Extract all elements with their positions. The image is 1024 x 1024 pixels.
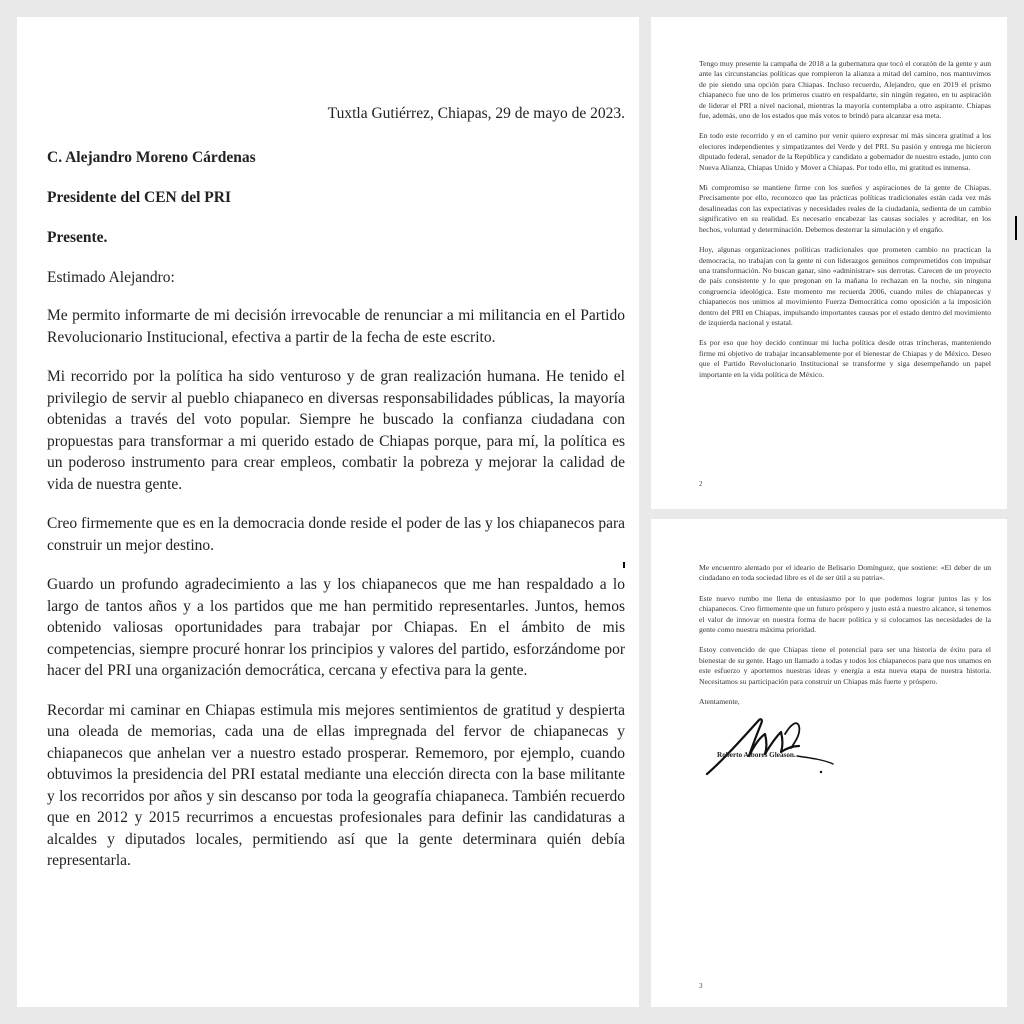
salutation: Estimado Alejandro:: [47, 269, 175, 286]
closing: Atentamente,: [699, 697, 740, 707]
signature-block: [699, 714, 991, 774]
paragraph: Me encuentro alentado por el ideario de Belisario Domínguez, que sostiene: «El deber de un ciudadano en toda sociedad libre es el de ser útil a su patria».: [699, 563, 991, 583]
scan-mark: [623, 562, 625, 568]
recipient-title: Presidente del CEN del PRI: [47, 189, 231, 206]
paragraph: Tengo muy presente la campaña de 2018 a la gubernatura que tocó el corazón de la gente y aun ante las circunstancias políticas que rompieron la alianza a mitad del camino, nos mantuvimos de pie siendo una opción para Chiapas. Incluso recuerdo, Alejandro, que en 2019 el prismo chiapaneco fue uno de los primeros cuatro en respaldarte, sin ningún regateo, en tu aspiración de liderar el PRI a nivel nacional, mientras la mayoría contemplaba a otro aspirante. Chiapas fue, además, uno de los estados que más votos te brindó para alcanzar esa meta.: [699, 59, 991, 121]
signer-name: Roberto Albores Gleason.: [717, 751, 796, 760]
paragraph: Recordar mi caminar en Chiapas estimula mis mejores sentimientos de gratitud y despierta una oleada de memorias, cada una de ellas impregnada del fervor de chiapanecas y chiapanecos que anhelan ver a nuestro estado prosperar. Rememoro, por ejemplo, cuando obtuvimos la presidencia del PRI estatal mediante una elección directa con la base militante y los recorridos por años y sin descanso por toda la geografía chiapaneca. También recuerdo que en 2012 y 2015 recurrimos a encuestas profesionales para definir las candidaturas a alcaldes y diputados locales, permitiendo así que la gente determinara quién debía representarla.: [47, 701, 625, 869]
paragraph: Creo firmemente que es en la democracia donde reside el poder de las y los chiapanecos para construir un mejor destino.: [47, 515, 625, 554]
letter-page-1: [17, 17, 639, 1007]
date-line: Tuxtla Gutiérrez, Chiapas, 29 de mayo de 2023.: [327, 105, 625, 122]
presente-label: Presente.: [47, 229, 108, 246]
letter-page-2: [651, 17, 1007, 509]
paragraph: Hoy, algunas organizaciones políticas tradicionales que prometen cambio no practican la democracia, no trabajan con la gente ni con liderazgos genuinos comprometidos con impulsar una transformación. No buscan ganar, sino «administrar» sus derrotas. Carecen de un proyecto de país consistente y lo que pregonan en la mañana lo rechazan en la noche, sin ninguna congruencia ideológica. Este momento me recuerda 2006, cuando miles de chiapanecas y chiapanecos nos unimos al movimiento Fuerza Democrática como oposición a la imposición dentro del PRI en Chiapas, impulsando importantes causas por el estado dentro del movimiento de izquierda nacional y estatal.: [699, 245, 991, 327]
paragraph: Este nuevo rumbo me llena de entusiasmo por lo que podemos lograr juntos las y los chiapanecos. Creo firmemente que un futuro próspero y justo está a nuestro alcance, si tenemos el valor de innovar en nuestra forma de hacer política y si colocamos las necesidades de la gente como nuestra máxima prioridad.: [699, 593, 991, 635]
paragraph: Mi compromiso se mantiene firme con los sueños y aspiraciones de la gente de Chiapas. Precisamente por ello, reconozco que las prácticas políticas tradicionales están cada vez más desalineadas con las expectativas y necesidades reales de la ciudadanía, sedienta de un cambio significativo en su realidad. Es necesario encabezar las causas sociales y acreditar, en los hechos, voluntad y determinación. Debemos desterrar la simulación y el engaño.: [699, 183, 991, 234]
page-number: 3: [699, 982, 703, 990]
handwritten-signature: [701, 712, 851, 787]
recipient-name: C. Alejandro Moreno Cárdenas: [47, 149, 256, 166]
page-number: 2: [699, 480, 703, 488]
paragraph: Estoy convencido de que Chiapas tiene el potencial para ser una historia de éxito para el bienestar de su gente. Hago un llamado a todas y todos los chiapanecos para que nos unamos en este esfuerzo y aportemos nuestras ideas y energía a esta nueva etapa de nuestra historia. Necesitamos su participación para construir un Chiapas más fuerte y próspero.: [699, 645, 991, 686]
paragraph: Mi recorrido por la política ha sido venturoso y de gran realización humana. He tenido el privilegio de servir al pueblo chiapaneco en diversas responsabilidades públicas, la mayoría obtenidas a través del voto popular. Siempre he buscado la confianza ciudadana con propuestas para transformar a mi querido estado de Chiapas porque, para mí, la política es un poderoso instrumento para crear empleos, combatir la pobreza y mejorar la calidad de vida de nuestra gente.: [47, 368, 625, 493]
scan-mark: [1015, 216, 1017, 240]
paragraph: Me permito informarte de mi decisión irrevocable de renunciar a mi militancia en el Partido Revolucionario Institucional, efectiva a partir de la fecha de este escrito.: [47, 307, 625, 346]
paragraph: Guardo un profundo agradecimiento a las y los chiapanecos que me han respaldado a lo largo de tantos años y a los partidos que me han permitido representarles. Juntos, hemos obtenido valiosas oportunidades para trabajar por Chiapas. En el ámbito de mis competencias, siempre procuré honrar los principios y valores del partido, esforzándome por hacer del PRI una organización democrática, cercana y efectiva para la gente.: [47, 576, 625, 679]
letter-page-3: [651, 519, 1007, 1007]
paragraph: Es por eso que hoy decido continuar mi lucha política desde otras trincheras, manteniendo firme mi objetivo de trabajar incansablemente por el bienestar de Chiapas y de México. Deseo que el Partido Revolucionario Institucional se transforme y siga desempeñando un papel importante en la vida política de México.: [699, 338, 991, 379]
paragraph: En todo este recorrido y en el camino por venir quiero expresar mi más sincera gratitud a los electores independientes y simpatizantes del Verde y del PRI. Su pasión y entrega me hicieron diputado federal, senador de la República y candidato a gobernador de nuestro estado, junto con Nueva Alianza, Chiapas Unido y Mover a Chiapas. Por todo ello, mi gratitud es inmensa.: [699, 131, 991, 172]
